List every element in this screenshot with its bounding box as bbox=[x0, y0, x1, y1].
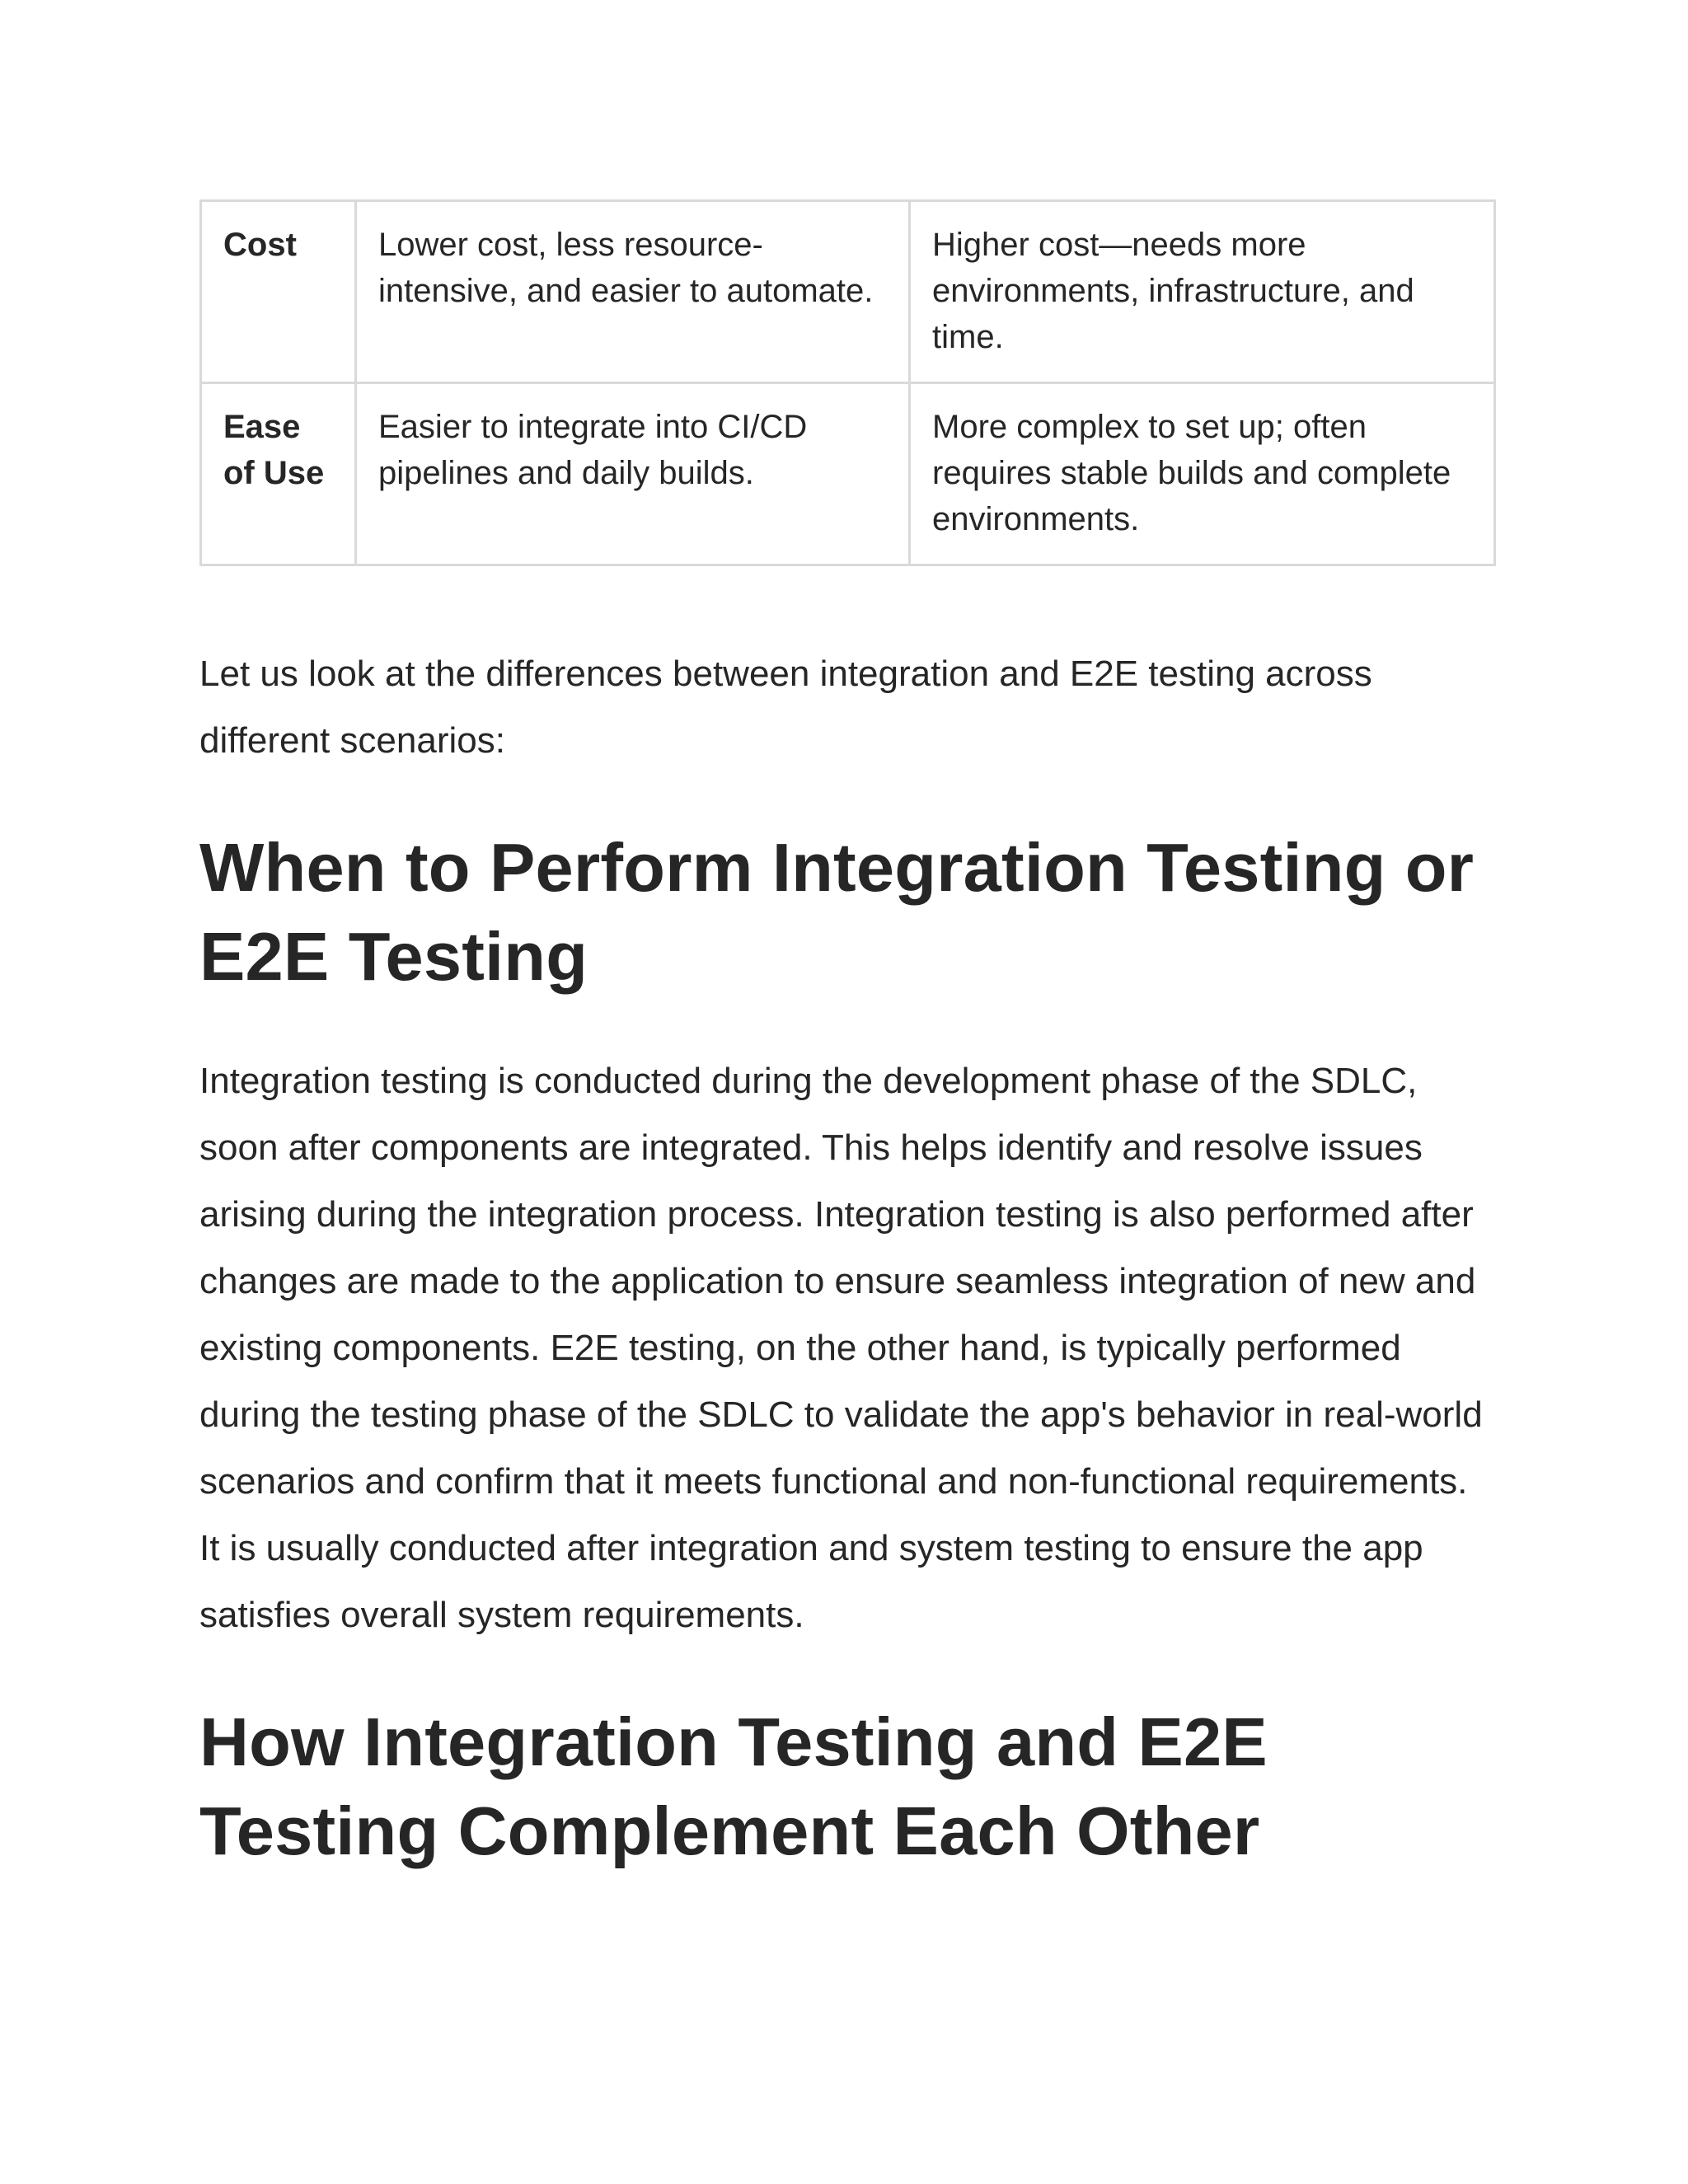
section-paragraph-when: Integration testing is conducted during the development phase of the SDLC, soon after components are integrated. This helps identify and resolve issues arising during the integration process. Integration testing is also performed after changes are made to the application to ensure seamless integration of new and existing components. E2E testing, on the other hand, is typically performed during the testing phase of the SDLC to validate the app's behavior in real-world scenarios and confirm that it meets functional and non-functional requirements. It is usually conducted after integration and system testing to ensure the app satisfies overall system requirements. bbox=[199, 1061, 1483, 1635]
cost-e2e-cell: Higher cost—needs more environments, infrastructure, and time. bbox=[910, 201, 1495, 383]
table-row bbox=[201, 201, 1495, 383]
row-label-cost: Cost bbox=[201, 201, 356, 383]
table-row bbox=[201, 383, 1495, 565]
section-heading-how: How Integration Testing and E2E Testing Complement Each Other bbox=[199, 1704, 1268, 1869]
ease-of-use-integration-cell: Easier to integrate into CI/CD pipelines and daily builds. bbox=[356, 383, 910, 565]
cost-integration-cell: Lower cost, less resource-intensive, and easier to automate. bbox=[356, 201, 910, 383]
comparison-table bbox=[199, 199, 1496, 566]
intro-paragraph: Let us look at the differences between integration and E2E testing across different scenarios: bbox=[199, 654, 1372, 761]
row-label-ease-of-use: Ease of Use bbox=[201, 383, 356, 565]
document-page bbox=[199, 199, 1493, 1876]
ease-of-use-e2e-cell: More complex to set up; often requires stable builds and complete environments. bbox=[910, 383, 1495, 565]
section-heading-when: When to Perform Integration Testing or E2E Testing bbox=[199, 829, 1475, 995]
